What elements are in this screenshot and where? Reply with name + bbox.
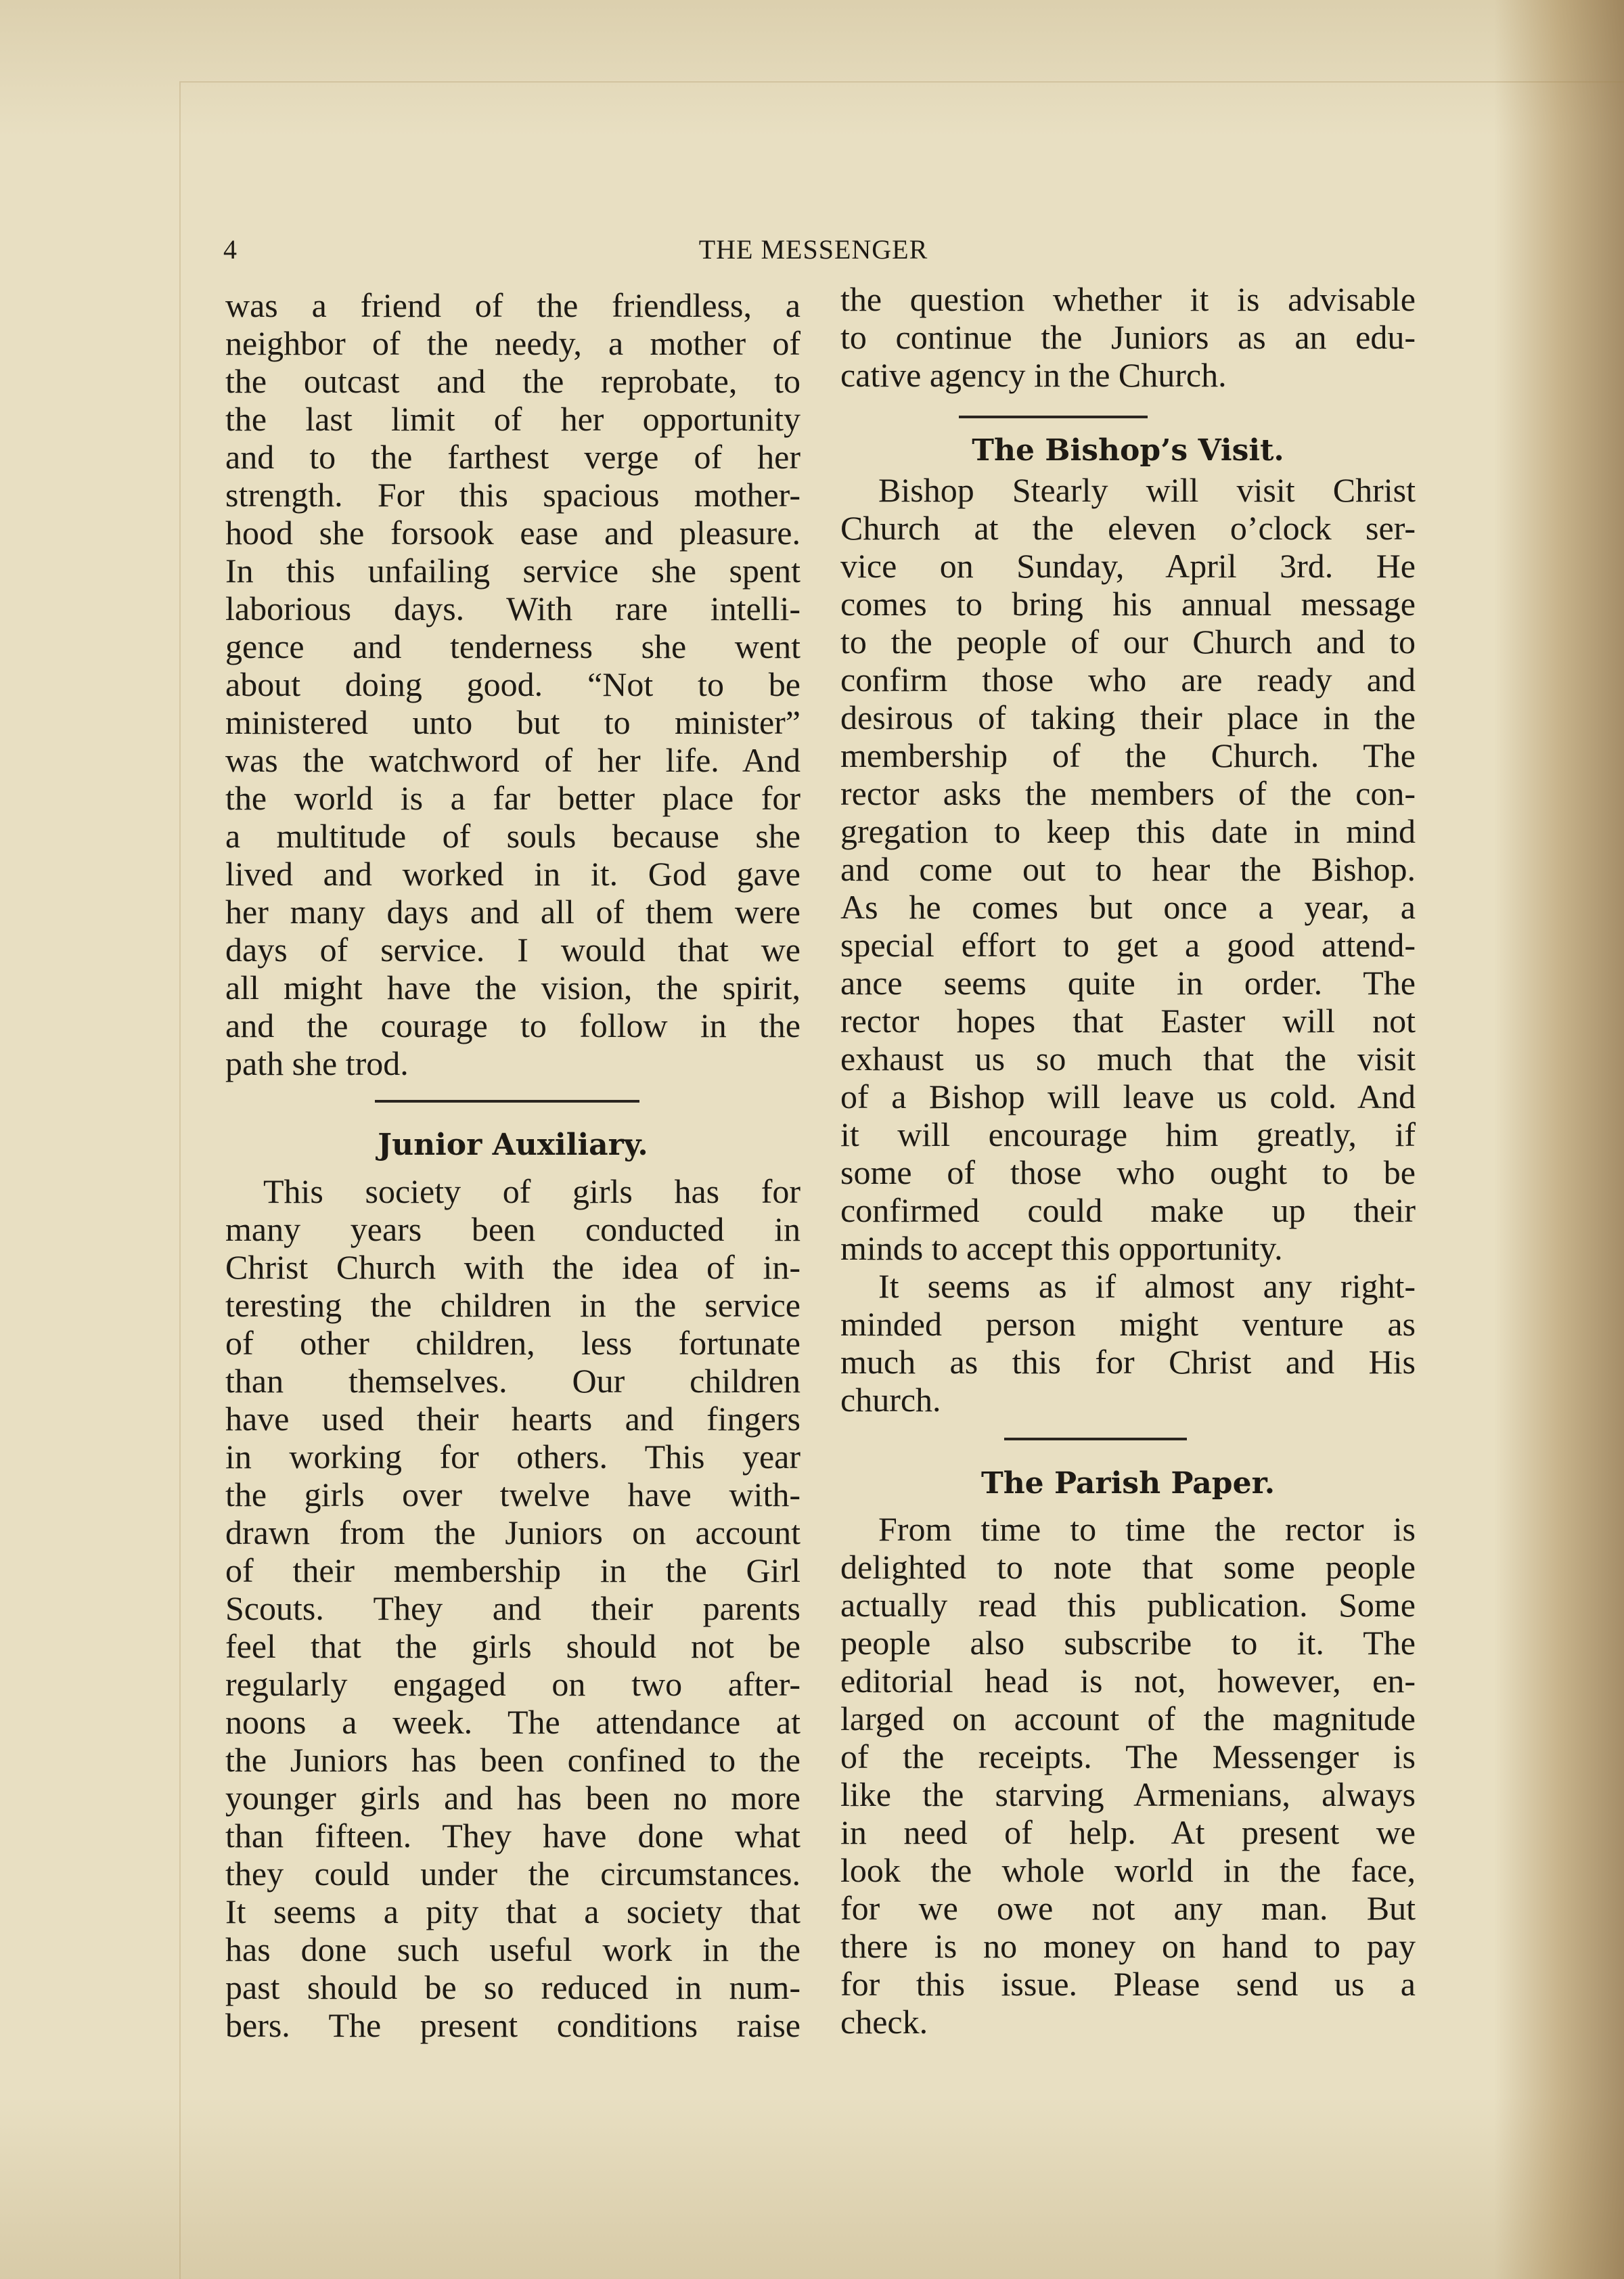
text-line: ministered unto but to minister” [225, 703, 800, 741]
text-line: check. [840, 2003, 928, 2041]
text-line: the outcast and the reprobate, to [225, 362, 800, 400]
text-line: From time to time the rector is [878, 1510, 1416, 1548]
text-line: of their membership in the Girl [225, 1551, 800, 1589]
text-line: for we owe not any man. But [840, 1889, 1416, 1927]
text-line: to the people of our Church and to [840, 623, 1416, 661]
text-line: past should be so reduced in num- [225, 1968, 800, 2006]
text-line: there is no money on hand to pay [840, 1927, 1416, 1965]
paragraph-continued [840, 280, 1416, 394]
text-line: membership of the Church. The [840, 736, 1416, 774]
text-line: Scouts. They and their parents [225, 1589, 800, 1627]
text-line: It seems a pity that a society that [225, 1893, 800, 1930]
text-line: of other children, less fortunate [225, 1324, 800, 1362]
text-line: in need of help. At present we [840, 1813, 1416, 1851]
text-line: strength. For this spacious mother- [225, 476, 800, 514]
text-line: the last limit of her opportunity [225, 400, 800, 438]
text-line: As he comes but once a year, a [840, 888, 1416, 926]
text-line: actually read this publication. Some [840, 1586, 1416, 1624]
text-line: of a Bishop will leave us cold. And [840, 1078, 1416, 1115]
text-line: church. [840, 1381, 941, 1419]
section-divider [375, 1100, 639, 1103]
text-line: about doing good. “Not to be [225, 665, 800, 703]
text-line: to continue the Juniors as an edu- [840, 318, 1416, 356]
text-line: days of service. I would that we [225, 931, 800, 969]
text-line: neighbor of the needy, a mother of [225, 324, 800, 362]
text-line: drawn from the Juniors on account [225, 1513, 800, 1551]
text-line: gence and tenderness she went [225, 627, 800, 665]
text-line: vice on Sunday, April 3rd. He [840, 547, 1416, 585]
text-line: path she trod. [225, 1044, 409, 1082]
paragraph-parish-paper [840, 1510, 1416, 2041]
text-line: Church at the eleven o’clock ser- [840, 509, 1416, 547]
page-number: 4 [223, 234, 237, 265]
text-line: rector asks the members of the con- [840, 774, 1416, 812]
heading-junior-auxiliary: Junior Auxiliary. [378, 1128, 648, 1162]
text-line: people also subscribe to it. The [840, 1624, 1416, 1662]
text-line: all might have the vision, the spirit, [225, 969, 800, 1006]
text-line: teresting the children in the service [225, 1286, 800, 1324]
text-line: confirmed could make up their [840, 1191, 1416, 1229]
text-line: desirous of taking their place in the [840, 699, 1416, 736]
text-line: and to the farthest verge of her [225, 438, 800, 476]
text-line: much as this for Christ and His [840, 1343, 1416, 1381]
text-line: was a friend of the friendless, a [225, 286, 800, 324]
text-line: it will encourage him greatly, if [840, 1115, 1416, 1153]
text-line: bers. The present conditions raise [225, 2006, 800, 2044]
text-line: minded person might venture as [840, 1305, 1416, 1343]
heading-bishops-visit: The Bishop’s Visit. [972, 433, 1284, 468]
text-line: editorial head is not, however, en- [840, 1662, 1416, 1700]
text-line: younger girls and has been no more [225, 1779, 800, 1817]
text-line: confirm those who are ready and [840, 661, 1416, 699]
text-line: noons a week. The attendance at [225, 1703, 800, 1741]
text-line: Bishop Stearly will visit Christ [878, 471, 1416, 509]
text-line: the girls over twelve have with- [225, 1476, 800, 1513]
text-line: This society of girls has for [263, 1172, 800, 1210]
text-line: comes to bring his annual message [840, 585, 1416, 623]
text-line: larged on account of the magnitude [840, 1700, 1416, 1738]
text-line: than fifteen. They have done what [225, 1817, 800, 1855]
text-line: many years been conducted in [225, 1210, 800, 1248]
text-line: look the whole world in the face, [840, 1851, 1416, 1889]
text-line: feel that the girls should not be [225, 1627, 800, 1665]
text-line: like the starving Armenians, always [840, 1775, 1416, 1813]
text-line: the world is a far better place for [225, 779, 800, 817]
text-line: Christ Church with the idea of in- [225, 1248, 800, 1286]
text-line: and the courage to follow in the [225, 1006, 800, 1044]
text-line: than themselves. Our children [225, 1362, 800, 1400]
publication-title: THE MESSENGER [698, 234, 928, 265]
text-line: gregation to keep this date in mind [840, 812, 1416, 850]
text-line: In this unfailing service she spent [225, 552, 800, 590]
paragraph-bishops-visit-2 [840, 1267, 1416, 1419]
text-line: was the watchword of her life. And [225, 741, 800, 779]
text-line: delighted to note that some people [840, 1548, 1416, 1586]
text-line: they could under the circumstances. [225, 1855, 800, 1893]
text-line: the question whether it is advisable [840, 280, 1416, 318]
text-line: lived and worked in it. God gave [225, 855, 800, 893]
text-line: rector hopes that Easter will not [840, 1002, 1416, 1040]
paragraph-intro [225, 286, 800, 1082]
text-line: hood she forsook ease and pleasure. [225, 514, 800, 552]
text-line: her many days and all of them were [225, 893, 800, 931]
heading-parish-paper: The Parish Paper. [980, 1466, 1276, 1501]
text-line: of the receipts. The Messenger is [840, 1738, 1416, 1775]
text-line: It seems as if almost any right- [878, 1267, 1416, 1305]
text-line: have used their hearts and fingers [225, 1400, 800, 1438]
text-line: ance seems quite in order. The [840, 964, 1416, 1002]
text-line: laborious days. With rare intelli- [225, 590, 800, 627]
text-line: a multitude of souls because she [225, 817, 800, 855]
text-line: cative agency in the Church. [840, 356, 1227, 394]
text-line: the Juniors has been confined to the [225, 1741, 800, 1779]
section-divider [959, 416, 1148, 418]
text-line: in working for others. This year [225, 1438, 800, 1476]
text-line: some of those who ought to be [840, 1153, 1416, 1191]
running-header [0, 234, 1624, 265]
paragraph-bishops-visit [840, 471, 1416, 1267]
section-divider [1004, 1438, 1187, 1440]
text-line: special effort to get a good attend- [840, 926, 1416, 964]
text-line: minds to accept this opportunity. [840, 1229, 1283, 1267]
text-line: regularly engaged on two after- [225, 1665, 800, 1703]
paragraph-junior-auxiliary [225, 1172, 800, 2044]
text-line: exhaust us so much that the visit [840, 1040, 1416, 1078]
text-line: has done such useful work in the [225, 1930, 800, 1968]
text-line: and come out to hear the Bishop. [840, 850, 1416, 888]
text-line: for this issue. Please send us a [840, 1965, 1416, 2003]
